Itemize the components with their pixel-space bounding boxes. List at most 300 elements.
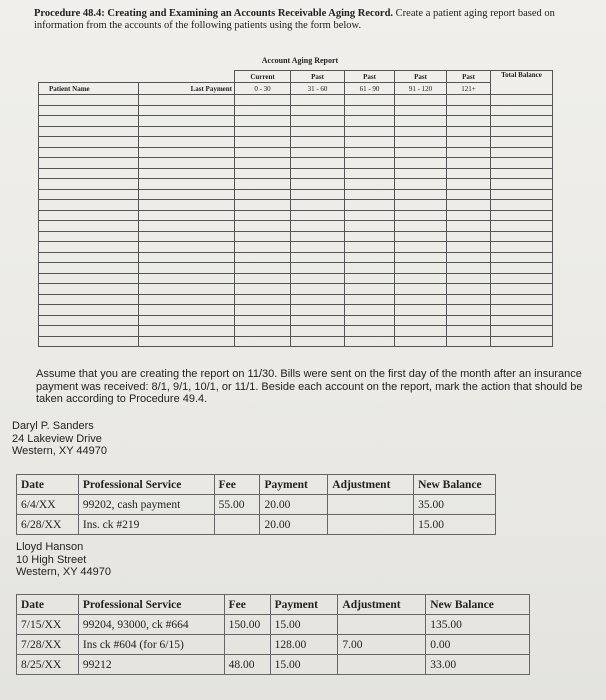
aging-report-cell bbox=[491, 326, 553, 337]
aging-report-row bbox=[39, 210, 553, 221]
aging-report-cell bbox=[235, 326, 291, 337]
aging-report-cell bbox=[345, 305, 395, 316]
col-range-0-30: 0 - 30 bbox=[235, 83, 291, 95]
aging-report-cell bbox=[447, 336, 491, 347]
aging-report-cell bbox=[395, 294, 447, 305]
aging-report-row bbox=[39, 221, 553, 232]
aging-report-cell bbox=[395, 158, 447, 169]
aging-report-cell bbox=[345, 221, 395, 232]
aging-report-cell bbox=[395, 210, 447, 221]
ledger-fee: 150.00 bbox=[224, 615, 270, 635]
ledger-service: 99202, cash payment bbox=[78, 495, 214, 515]
aging-report-rows bbox=[39, 95, 553, 347]
aging-report-cell bbox=[39, 116, 139, 127]
ledger-adjustment bbox=[328, 515, 414, 535]
aging-report-cell bbox=[345, 105, 395, 116]
aging-report-row bbox=[39, 168, 553, 179]
aging-report-cell bbox=[491, 179, 553, 190]
aging-report-cell bbox=[39, 126, 139, 137]
aging-report-cell bbox=[235, 137, 291, 148]
aging-report-cell bbox=[291, 210, 345, 221]
aging-report-cell bbox=[491, 231, 553, 242]
ledger-new-balance: 0.00 bbox=[426, 635, 530, 655]
aging-report-row bbox=[39, 336, 553, 347]
aging-report-cell bbox=[395, 305, 447, 316]
patient2-address bbox=[16, 541, 111, 579]
ledger-date: 6/28/XX bbox=[17, 515, 79, 535]
aging-report-cell bbox=[139, 168, 235, 179]
aging-report-cell bbox=[447, 242, 491, 253]
aging-report-cell bbox=[235, 126, 291, 137]
ledger-payment: 15.00 bbox=[270, 615, 338, 635]
ledger-header-service: Professional Service bbox=[78, 595, 224, 615]
patient2-street: 10 High Street bbox=[16, 553, 87, 566]
aging-report-cell bbox=[491, 252, 553, 263]
aging-report-cell bbox=[235, 179, 291, 190]
ledger-header-service: Professional Service bbox=[78, 475, 214, 495]
ledger-payment: 20.00 bbox=[260, 515, 328, 535]
aging-report-cell bbox=[39, 336, 139, 347]
col-range-91-120: 91 - 120 bbox=[395, 83, 447, 95]
aging-report-cell bbox=[291, 252, 345, 263]
patient2-city: Western, XY 44970 bbox=[16, 566, 111, 578]
ledger-payment: 15.00 bbox=[270, 655, 338, 675]
aging-report-cell bbox=[345, 200, 395, 211]
aging-report-cell bbox=[139, 158, 235, 169]
aging-report-cell bbox=[395, 147, 447, 158]
aging-report-cell bbox=[39, 147, 139, 158]
aging-report-cell bbox=[39, 315, 139, 326]
ledger-date: 7/28/XX bbox=[17, 635, 79, 655]
aging-report-cell bbox=[139, 252, 235, 263]
aging-report-cell bbox=[291, 315, 345, 326]
aging-report-cell bbox=[447, 231, 491, 242]
aging-report-cell bbox=[491, 284, 553, 295]
aging-report-cell bbox=[491, 95, 553, 106]
aging-report-cell bbox=[345, 179, 395, 190]
aging-report-cell bbox=[491, 158, 553, 169]
aging-report-cell bbox=[345, 137, 395, 148]
aging-report-cell bbox=[395, 116, 447, 127]
aging-report-cell bbox=[39, 210, 139, 221]
aging-report-cell bbox=[235, 221, 291, 232]
ledger-new-balance: 33.00 bbox=[426, 655, 530, 675]
aging-report-cell bbox=[291, 137, 345, 148]
aging-report-cell bbox=[291, 284, 345, 295]
patient1-address bbox=[12, 420, 107, 458]
aging-report-cell bbox=[345, 242, 395, 253]
aging-report-cell bbox=[39, 105, 139, 116]
aging-report-cell bbox=[39, 294, 139, 305]
aging-report-cell bbox=[235, 158, 291, 169]
col-range-61-90: 61 - 90 bbox=[345, 83, 395, 95]
aging-report-cell bbox=[491, 294, 553, 305]
aging-report-cell bbox=[235, 210, 291, 221]
aging-report-cell bbox=[139, 200, 235, 211]
aging-report-row bbox=[39, 158, 553, 169]
aging-report-cell bbox=[345, 273, 395, 284]
aging-report-cell bbox=[395, 221, 447, 232]
aging-report-cell bbox=[39, 200, 139, 211]
aging-report-cell bbox=[447, 158, 491, 169]
aging-report-cell bbox=[39, 168, 139, 179]
aging-report-cell bbox=[235, 116, 291, 127]
ledger-header-adjustment: Adjustment bbox=[338, 595, 426, 615]
instructions-text: Assume that you are creating the report on 11/30. Bills were sent on the first day of the month after an insurance payment was received: 8/1, 9/1, 10/1, or 11/1. Beside each account on the report, mark the action that should be taken according to Procedure 49.4. bbox=[36, 368, 583, 405]
col-header-past-91: Past bbox=[395, 71, 447, 83]
aging-report-cell bbox=[291, 95, 345, 106]
ledger-service: Ins ck #604 (for 6/15) bbox=[78, 635, 224, 655]
aging-report-cell bbox=[235, 273, 291, 284]
ledger-new-balance: 135.00 bbox=[426, 615, 530, 635]
aging-report-cell bbox=[395, 189, 447, 200]
aging-report-cell bbox=[345, 168, 395, 179]
aging-report-cell bbox=[235, 315, 291, 326]
col-header-past-61: Past bbox=[345, 71, 395, 83]
aging-report-form bbox=[38, 70, 553, 347]
ledger-header-payment: Payment bbox=[260, 475, 328, 495]
aging-report-cell bbox=[345, 231, 395, 242]
ledger-new-balance: 35.00 bbox=[414, 495, 496, 515]
aging-report-cell bbox=[345, 252, 395, 263]
ledger-row bbox=[17, 495, 496, 515]
col-range-31-60: 31 - 60 bbox=[291, 83, 345, 95]
aging-report-cell bbox=[39, 158, 139, 169]
aging-report-cell bbox=[345, 158, 395, 169]
aging-report-cell bbox=[139, 305, 235, 316]
aging-report-cell bbox=[447, 284, 491, 295]
aging-report-cell bbox=[345, 95, 395, 106]
aging-report-cell bbox=[395, 168, 447, 179]
aging-report-cell bbox=[139, 231, 235, 242]
aging-report-cell bbox=[395, 126, 447, 137]
col-header-total-balance: Total Balance bbox=[491, 71, 553, 95]
report-instructions bbox=[12, 368, 594, 406]
col-header-patient-name: Patient Name bbox=[39, 83, 139, 95]
aging-report-cell bbox=[139, 242, 235, 253]
aging-report-cell bbox=[139, 137, 235, 148]
aging-report-cell bbox=[345, 284, 395, 295]
aging-report-cell bbox=[39, 273, 139, 284]
aging-report-row bbox=[39, 189, 553, 200]
aging-report-cell bbox=[491, 263, 553, 274]
aging-report-cell bbox=[447, 147, 491, 158]
aging-report-cell bbox=[395, 95, 447, 106]
aging-report-cell bbox=[139, 315, 235, 326]
aging-report-cell bbox=[447, 116, 491, 127]
ledger-header-fee: Fee bbox=[214, 475, 260, 495]
aging-report-cell bbox=[235, 189, 291, 200]
patient1-name: Daryl P. Sanders bbox=[12, 420, 94, 432]
aging-report-cell bbox=[291, 116, 345, 127]
aging-report-cell bbox=[491, 200, 553, 211]
aging-report-cell bbox=[139, 284, 235, 295]
aging-report-cell bbox=[447, 137, 491, 148]
aging-report-cell bbox=[235, 95, 291, 106]
ledger-row bbox=[17, 615, 530, 635]
aging-report-cell bbox=[39, 242, 139, 253]
aging-report-cell bbox=[139, 336, 235, 347]
aging-report-cell bbox=[395, 284, 447, 295]
ledger-header-date: Date bbox=[17, 595, 79, 615]
ledger-header-adjustment: Adjustment bbox=[328, 475, 414, 495]
aging-report-row bbox=[39, 263, 553, 274]
aging-report-cell bbox=[291, 147, 345, 158]
aging-report-cell bbox=[491, 273, 553, 284]
aging-report-cell bbox=[39, 284, 139, 295]
aging-report-cell bbox=[139, 326, 235, 337]
aging-report-row bbox=[39, 326, 553, 337]
aging-report-cell bbox=[345, 294, 395, 305]
aging-report-cell bbox=[345, 326, 395, 337]
aging-report-cell bbox=[39, 252, 139, 263]
aging-header-row-top bbox=[39, 71, 553, 83]
ledger-header-fee: Fee bbox=[224, 595, 270, 615]
aging-report-cell bbox=[491, 336, 553, 347]
aging-report-cell bbox=[395, 105, 447, 116]
aging-report-cell bbox=[235, 252, 291, 263]
aging-report-row bbox=[39, 179, 553, 190]
aging-report-cell bbox=[139, 294, 235, 305]
aging-report-row bbox=[39, 273, 553, 284]
aging-report-cell bbox=[39, 263, 139, 274]
aging-report-cell bbox=[139, 273, 235, 284]
aging-report-cell bbox=[235, 242, 291, 253]
aging-report-cell bbox=[395, 200, 447, 211]
col-range-121-plus: 121+ bbox=[447, 83, 491, 95]
aging-report-cell bbox=[291, 168, 345, 179]
ledger-row bbox=[17, 515, 496, 535]
aging-report-row bbox=[39, 284, 553, 295]
aging-report-cell bbox=[139, 179, 235, 190]
ledger-fee: 48.00 bbox=[224, 655, 270, 675]
aging-report-cell bbox=[39, 95, 139, 106]
aging-report-cell bbox=[447, 200, 491, 211]
aging-report-cell bbox=[235, 105, 291, 116]
aging-report-cell bbox=[395, 326, 447, 337]
aging-report-cell bbox=[39, 326, 139, 337]
aging-report-cell bbox=[395, 315, 447, 326]
aging-report-cell bbox=[447, 126, 491, 137]
aging-report-cell bbox=[395, 252, 447, 263]
ledger-fee bbox=[224, 635, 270, 655]
ledger-row bbox=[17, 635, 530, 655]
aging-report-cell bbox=[345, 126, 395, 137]
aging-report-cell bbox=[447, 294, 491, 305]
aging-report-cell bbox=[491, 189, 553, 200]
ledger-header-date: Date bbox=[17, 475, 79, 495]
ledger-date: 8/25/XX bbox=[17, 655, 79, 675]
aging-report-cell bbox=[491, 126, 553, 137]
aging-report-cell bbox=[447, 263, 491, 274]
aging-report-cell bbox=[291, 242, 345, 253]
aging-report-cell bbox=[235, 294, 291, 305]
aging-report-cell bbox=[139, 189, 235, 200]
aging-report-cell bbox=[395, 273, 447, 284]
aging-report-cell bbox=[395, 179, 447, 190]
aging-report-cell bbox=[345, 147, 395, 158]
aging-report-cell bbox=[291, 305, 345, 316]
aging-report-cell bbox=[291, 336, 345, 347]
ledger-header-new-balance: New Balance bbox=[426, 595, 530, 615]
ledger-adjustment bbox=[328, 495, 414, 515]
aging-report-cell bbox=[447, 105, 491, 116]
aging-report-title: Account Aging Report bbox=[261, 56, 339, 65]
patient1-city: Western, XY 44970 bbox=[12, 445, 107, 457]
procedure-instructions bbox=[34, 8, 564, 32]
aging-report-cell bbox=[291, 200, 345, 211]
aging-report-cell bbox=[39, 305, 139, 316]
ledger-adjustment bbox=[338, 655, 426, 675]
aging-header-row-bottom bbox=[39, 83, 553, 95]
aging-report-cell bbox=[39, 137, 139, 148]
aging-report-cell bbox=[139, 126, 235, 137]
aging-report-cell bbox=[447, 305, 491, 316]
ledger-header-payment: Payment bbox=[270, 595, 338, 615]
aging-report-cell bbox=[291, 105, 345, 116]
aging-report-cell bbox=[291, 179, 345, 190]
aging-report-cell bbox=[447, 189, 491, 200]
aging-report-cell bbox=[447, 210, 491, 221]
aging-report-cell bbox=[345, 116, 395, 127]
aging-report-cell bbox=[491, 147, 553, 158]
aging-report-cell bbox=[235, 284, 291, 295]
procedure-text: Create a patient aging report based on information from the accounts of the following patients using the form below. bbox=[34, 8, 555, 31]
aging-report-cell bbox=[139, 95, 235, 106]
ledger-adjustment bbox=[338, 615, 426, 635]
ledger-fee: 55.00 bbox=[214, 495, 260, 515]
aging-report-cell bbox=[291, 231, 345, 242]
aging-report-row bbox=[39, 105, 553, 116]
aging-report-cell bbox=[235, 200, 291, 211]
aging-report-cell bbox=[291, 294, 345, 305]
aging-report-cell bbox=[491, 315, 553, 326]
ledger-new-balance: 15.00 bbox=[414, 515, 496, 535]
aging-report-cell bbox=[139, 116, 235, 127]
aging-report-cell bbox=[291, 126, 345, 137]
ledger-payment: 128.00 bbox=[270, 635, 338, 655]
aging-report-cell bbox=[345, 315, 395, 326]
col-header-past-31: Past bbox=[291, 71, 345, 83]
aging-report-cell bbox=[291, 221, 345, 232]
ledger-service: 99212 bbox=[78, 655, 224, 675]
aging-report-row bbox=[39, 315, 553, 326]
ledger-header-new-balance: New Balance bbox=[414, 475, 496, 495]
aging-report-row bbox=[39, 95, 553, 106]
aging-report-cell bbox=[235, 231, 291, 242]
aging-report-cell bbox=[447, 168, 491, 179]
aging-report-cell bbox=[447, 315, 491, 326]
aging-report-cell bbox=[39, 231, 139, 242]
aging-report-cell bbox=[447, 95, 491, 106]
ledger-header-row bbox=[17, 595, 530, 615]
aging-report-cell bbox=[447, 252, 491, 263]
aging-report-cell bbox=[139, 263, 235, 274]
aging-report-cell bbox=[291, 189, 345, 200]
ledger-fee bbox=[214, 515, 260, 535]
patient2-ledger bbox=[16, 594, 530, 675]
aging-report-row bbox=[39, 242, 553, 253]
ledger-date: 7/15/XX bbox=[17, 615, 79, 635]
patient2-name: Lloyd Hanson bbox=[16, 541, 84, 553]
aging-report-cell bbox=[139, 221, 235, 232]
aging-report-row bbox=[39, 147, 553, 158]
aging-report-row bbox=[39, 126, 553, 137]
aging-report-cell bbox=[447, 326, 491, 337]
ledger-adjustment: 7.00 bbox=[338, 635, 426, 655]
aging-report-cell bbox=[291, 263, 345, 274]
aging-report-cell bbox=[447, 221, 491, 232]
aging-report-cell bbox=[39, 221, 139, 232]
ledger-service: 99204, 93000, ck #664 bbox=[78, 615, 224, 635]
procedure-heading: Procedure 48.4: Creating and Examining an Accounts Receivable Aging Record. bbox=[34, 8, 394, 19]
aging-report-cell bbox=[235, 263, 291, 274]
aging-report-cell bbox=[395, 263, 447, 274]
aging-report-row bbox=[39, 305, 553, 316]
col-header-past-121: Past bbox=[447, 71, 491, 83]
aging-report-cell bbox=[395, 242, 447, 253]
ledger-service: Ins. ck #219 bbox=[78, 515, 214, 535]
ledger-date: 6/4/XX bbox=[17, 495, 79, 515]
aging-report-cell bbox=[447, 179, 491, 190]
aging-report-row bbox=[39, 200, 553, 211]
aging-report-cell bbox=[395, 336, 447, 347]
aging-report-cell bbox=[491, 210, 553, 221]
aging-report-cell bbox=[395, 231, 447, 242]
aging-report-cell bbox=[345, 336, 395, 347]
aging-report-cell bbox=[345, 189, 395, 200]
aging-report-cell bbox=[291, 326, 345, 337]
aging-report-cell bbox=[395, 137, 447, 148]
aging-report-row bbox=[39, 137, 553, 148]
aging-report-cell bbox=[291, 158, 345, 169]
aging-report-cell bbox=[491, 168, 553, 179]
ledger-payment: 20.00 bbox=[260, 495, 328, 515]
col-header-current: Current bbox=[235, 71, 291, 83]
blank-cell bbox=[39, 71, 139, 83]
aging-report-cell bbox=[139, 147, 235, 158]
aging-report-cell bbox=[235, 336, 291, 347]
aging-report-cell bbox=[291, 273, 345, 284]
aging-report-row bbox=[39, 252, 553, 263]
aging-report-cell bbox=[235, 168, 291, 179]
aging-report-cell bbox=[491, 242, 553, 253]
aging-report-cell bbox=[491, 221, 553, 232]
aging-report-cell bbox=[235, 147, 291, 158]
aging-report-cell bbox=[235, 305, 291, 316]
blank-cell bbox=[139, 71, 235, 83]
aging-report-cell bbox=[139, 210, 235, 221]
aging-report-row bbox=[39, 294, 553, 305]
aging-report-cell bbox=[345, 210, 395, 221]
col-header-last-payment: Last Payment bbox=[139, 83, 235, 95]
aging-report-cell bbox=[447, 273, 491, 284]
patient1-ledger bbox=[16, 474, 496, 535]
aging-report-cell bbox=[491, 305, 553, 316]
aging-report-cell bbox=[39, 189, 139, 200]
aging-report-row bbox=[39, 231, 553, 242]
aging-report-cell bbox=[345, 263, 395, 274]
ledger-header-row bbox=[17, 475, 496, 495]
aging-report-cell bbox=[39, 179, 139, 190]
aging-report-row bbox=[39, 116, 553, 127]
aging-report-cell bbox=[491, 116, 553, 127]
aging-report-cell bbox=[139, 105, 235, 116]
patient1-street: 24 Lakeview Drive bbox=[12, 432, 102, 445]
ledger-row bbox=[17, 655, 530, 675]
aging-report-cell bbox=[491, 105, 553, 116]
aging-report-cell bbox=[491, 137, 553, 148]
